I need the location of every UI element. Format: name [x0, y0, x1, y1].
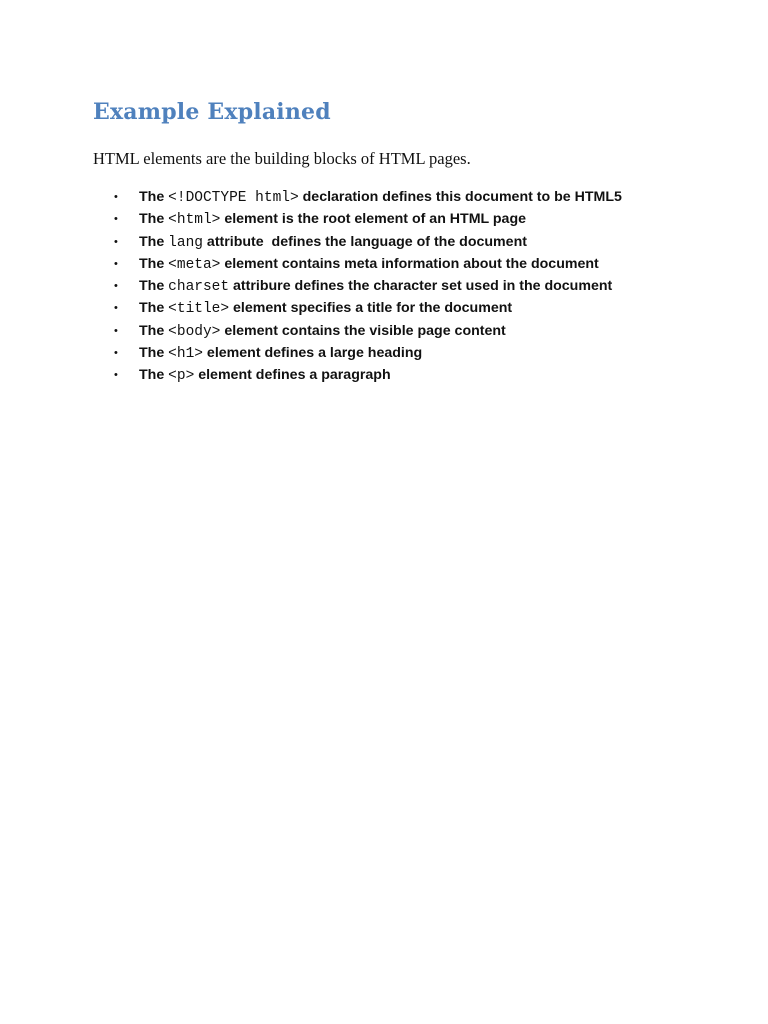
bullet-icon: • — [114, 213, 118, 226]
item-prefix: The — [139, 278, 169, 295]
item-prefix: The — [139, 189, 169, 205]
bullet-icon: • — [114, 347, 118, 360]
item-prefix: The — [139, 255, 169, 272]
item-code: <p> — [168, 368, 195, 385]
bullet-icon: • — [114, 280, 118, 293]
item-code: lang — [168, 234, 203, 251]
bullet-icon: • — [114, 257, 118, 270]
item-text: element is the root element of an HTML page — [220, 211, 526, 228]
list-item — [114, 276, 714, 298]
list-item — [114, 365, 714, 387]
list-item — [114, 254, 714, 276]
list-item — [114, 343, 714, 365]
item-text: attribure defines the character set used in the document — [229, 278, 613, 295]
item-code: <!DOCTYPE html> — [168, 190, 299, 206]
page-heading: Example Explained — [93, 99, 331, 125]
item-code: <html> — [168, 212, 221, 229]
bullet-list — [114, 187, 714, 388]
item-text: attribute defines the language of the document — [202, 233, 527, 250]
item-text: declaration defines this document to be HTML5 — [298, 189, 622, 205]
list-item — [114, 187, 714, 209]
item-text: element contains the visible page content — [220, 322, 506, 339]
item-prefix: The — [139, 322, 169, 339]
item-text: element defines a large heading — [202, 345, 423, 362]
item-code: <meta> — [168, 256, 221, 273]
item-text: element defines a paragraph — [194, 367, 391, 384]
item-code: charset — [168, 279, 230, 296]
item-prefix: The — [139, 300, 169, 317]
bullet-icon: • — [114, 191, 118, 203]
bullet-icon: • — [114, 235, 118, 248]
intro-paragraph: HTML elements are the building blocks of HTML pages. — [93, 149, 471, 168]
bullet-icon: • — [114, 324, 118, 337]
list-item — [114, 232, 714, 254]
item-code: <title> — [168, 301, 230, 318]
item-code: <body> — [168, 323, 221, 340]
item-code: <h1> — [168, 346, 203, 363]
item-prefix: The — [139, 233, 169, 250]
list-item — [114, 321, 714, 343]
list-item — [114, 298, 714, 320]
item-prefix: The — [139, 345, 169, 362]
item-text: element contains meta information about the document — [220, 255, 599, 272]
item-prefix: The — [139, 211, 169, 228]
bullet-icon: • — [114, 302, 118, 315]
item-prefix: The — [139, 367, 169, 384]
list-item — [114, 209, 714, 231]
bullet-icon: • — [114, 369, 118, 382]
item-text: element specifies a title for the document — [229, 300, 513, 317]
